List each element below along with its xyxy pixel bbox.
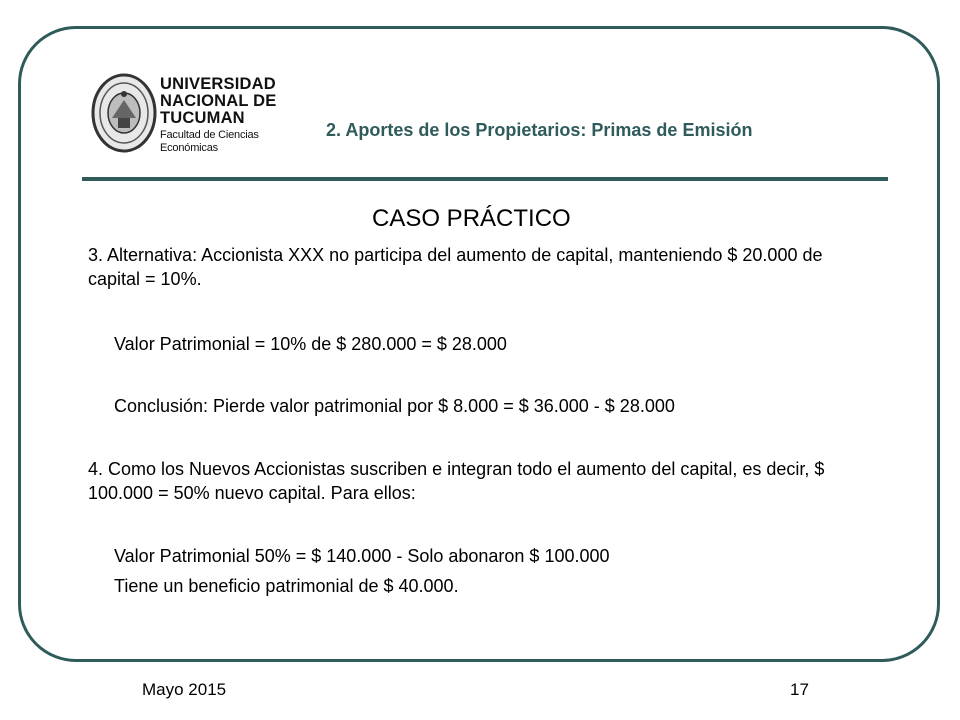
- paragraph-point-4: 4. Como los Nuevos Accionistas suscriben e integran todo el aumento del capital, es decir, $ 100.000 = 50% nuevo capital. Para ellos:: [88, 459, 825, 503]
- university-logo: [90, 72, 305, 154]
- paragraph-valor-patrimonial-50: Valor Patrimonial 50% = $ 140.000 - Solo abonaron $ 100.000: [114, 546, 610, 566]
- page-number: 17: [790, 680, 809, 699]
- paragraph-conclusion: Conclusión: Pierde valor patrimonial por $ 8.000 = $ 36.000 - $ 28.000: [114, 396, 675, 416]
- case-title: CASO PRÁCTICO: [372, 205, 571, 232]
- footer-date: Mayo 2015: [142, 680, 227, 699]
- logo-line-1: UNIVERSIDAD: [160, 75, 276, 93]
- paragraph-beneficio: Tiene un beneficio patrimonial de $ 40.000.: [114, 576, 459, 596]
- paragraph-valor-patrimonial-10: Valor Patrimonial = 10% de $ 280.000 = $ 28.000: [114, 334, 507, 354]
- section-title: 2. Aportes de los Propietarios: Primas de Emisión: [326, 120, 753, 140]
- logo-line-3: TUCUMAN: [160, 109, 245, 127]
- university-seal-icon: [90, 72, 158, 154]
- paragraph-alternative-3: 3. Alternativa: Accionista XXX no participa del aumento de capital, manteniendo $ 20.000 de capital = 10%.: [88, 245, 823, 289]
- logo-line-4: Facultad de Ciencias Económicas: [160, 129, 259, 154]
- logo-line-2: NACIONAL DE: [160, 92, 277, 110]
- header-divider: [82, 177, 888, 181]
